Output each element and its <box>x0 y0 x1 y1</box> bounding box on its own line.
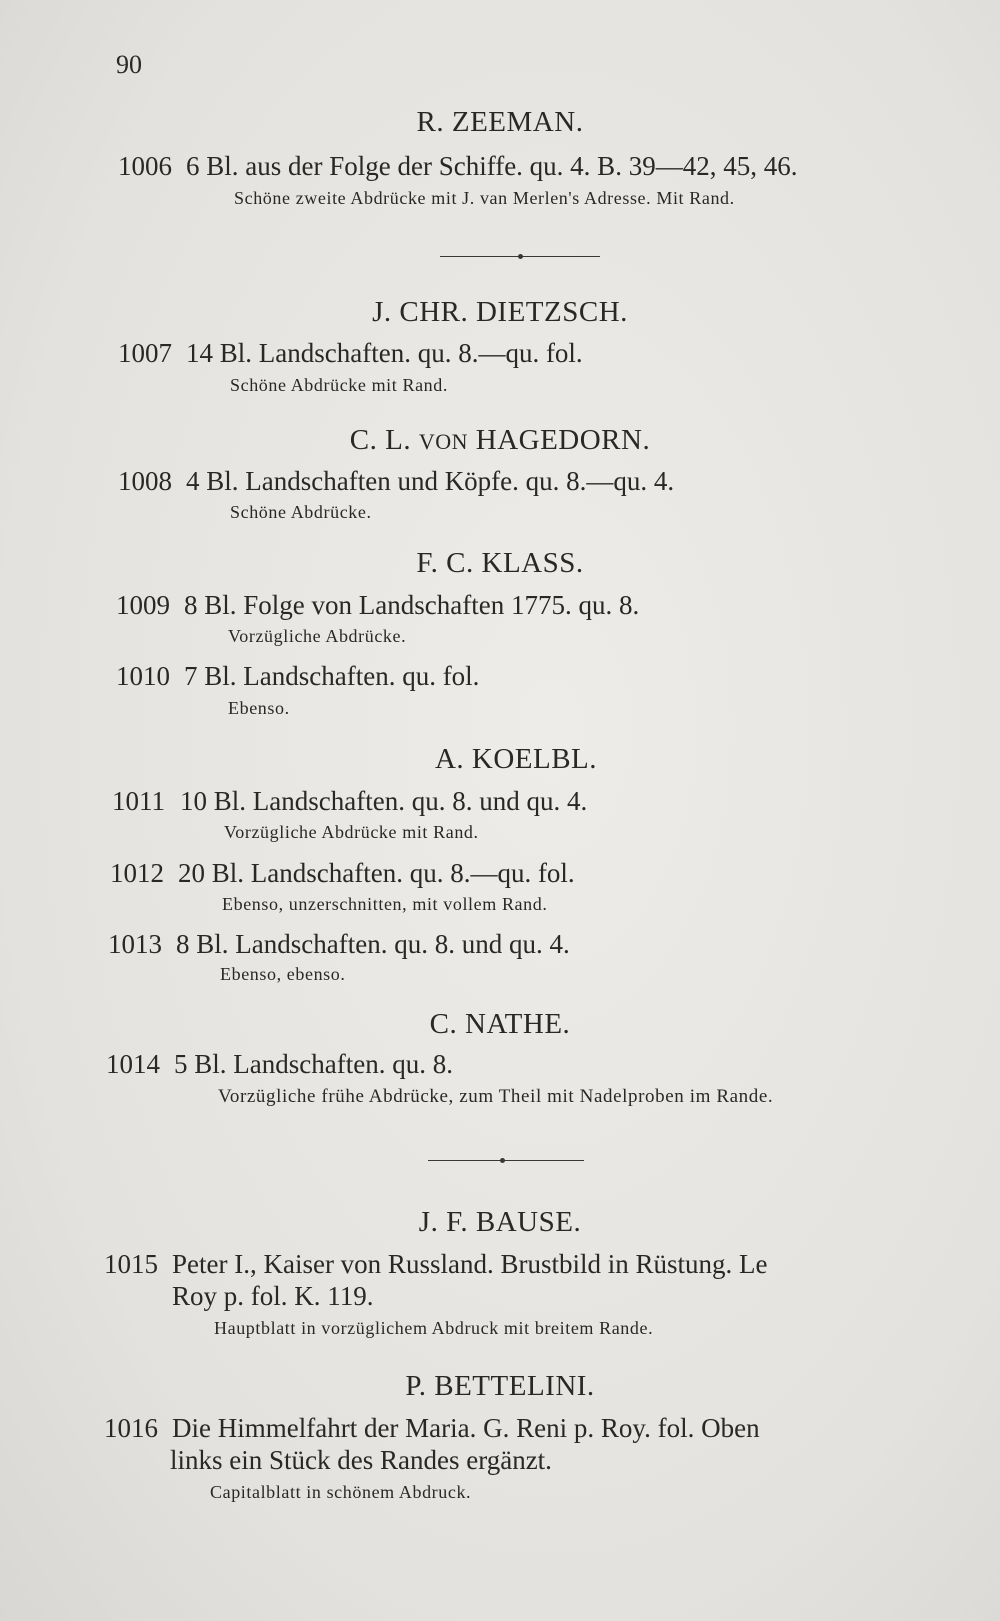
entry-1006 <box>118 150 797 183</box>
entry-note-1008: Schöne Abdrücke. <box>230 502 372 522</box>
lot-description: 7 Bl. Landschaften. qu. fol. <box>184 661 480 691</box>
lot-number: 1007 <box>118 338 172 368</box>
lot-number: 1008 <box>118 466 172 496</box>
entry-1012 <box>110 857 575 890</box>
entry-note-1007: Schöne Abdrücke mit Rand. <box>230 375 448 395</box>
entry-1009 <box>116 589 639 622</box>
page-number: 90 <box>116 50 142 79</box>
lot-description: 14 Bl. Landschaften. qu. 8.—qu. fol. <box>186 338 583 368</box>
lot-number: 1012 <box>110 858 164 888</box>
lot-description: 6 Bl. aus der Folge der Schiffe. qu. 4. B. 39—42, 45, 46. <box>186 151 798 181</box>
lot-description: 8 Bl. Landschaften. qu. 8. und qu. 4. <box>176 929 570 959</box>
entry-note-1015: Hauptblatt in vorzüglichem Abdruck mit breitem Rande. <box>214 1318 654 1338</box>
lot-number: 1010 <box>116 661 170 691</box>
artist-heading-bettelini: P. BETTELINI. <box>405 1370 595 1402</box>
entry-1015 <box>104 1248 767 1281</box>
artist-surname: HAGEDORN. <box>475 424 651 456</box>
artist-heading-koelbl: A. KOELBL. <box>434 743 598 775</box>
artist-heading-klass: F. C. KLASS. <box>416 547 584 579</box>
entry-1013 <box>108 928 570 961</box>
divider-dot <box>518 254 523 259</box>
entry-1016-continuation: links ein Stück des Randes ergänzt. <box>170 1445 552 1475</box>
entry-1016 <box>104 1412 760 1445</box>
artist-particle: VON <box>418 429 468 454</box>
lot-number: 1015 <box>104 1249 158 1279</box>
lot-description: Die Himmelfahrt der Maria. G. Reni p. Roy. fol. Oben <box>172 1413 760 1443</box>
entry-1007 <box>118 337 583 370</box>
lot-number: 1016 <box>104 1413 158 1443</box>
divider-dot <box>500 1158 505 1163</box>
lot-number: 1013 <box>108 929 162 959</box>
section-divider <box>428 1160 584 1161</box>
entry-note-1009: Vorzügliche Abdrücke. <box>228 626 407 646</box>
artist-initials: C. L. <box>349 424 412 456</box>
lot-description: 5 Bl. Landschaften. qu. 8. <box>174 1049 453 1079</box>
entry-1015-continuation: Roy p. fol. K. 119. <box>172 1281 374 1311</box>
lot-description: 10 Bl. Landschaften. qu. 8. und qu. 4. <box>180 786 588 816</box>
artist-heading-bause: J. F. BAUSE. <box>418 1206 582 1238</box>
entry-note-1010: Ebenso. <box>228 698 290 718</box>
lot-number: 1006 <box>118 151 172 181</box>
lot-number: 1014 <box>106 1049 160 1079</box>
entry-note-1012: Ebenso, unzerschnitten, mit vollem Rand. <box>222 894 548 914</box>
lot-number: 1011 <box>112 786 165 816</box>
entry-1011 <box>112 785 587 818</box>
lot-description: Peter I., Kaiser von Russland. Brustbild in Rüstung. Le <box>172 1249 768 1279</box>
artist-heading-hagedorn <box>0 424 1000 457</box>
entry-1014 <box>106 1048 453 1081</box>
entry-1010 <box>116 660 479 693</box>
lot-description: 20 Bl. Landschaften. qu. 8.—qu. fol. <box>178 858 575 888</box>
artist-heading-nathe: C. NATHE. <box>429 1008 571 1040</box>
entry-note-1014: Vorzügliche frühe Abdrücke, zum Theil mit Nadelproben im Rande. <box>218 1086 774 1107</box>
lot-description: 4 Bl. Landschaften und Köpfe. qu. 8.—qu. 4. <box>186 466 675 496</box>
lot-description: 8 Bl. Folge von Landschaften 1775. qu. 8. <box>184 590 640 620</box>
entry-note-1006: Schöne zweite Abdrücke mit J. van Merlen's Adresse. Mit Rand. <box>234 188 735 208</box>
entry-note-1011: Vorzügliche Abdrücke mit Rand. <box>224 822 479 842</box>
entry-note-1016: Capitalblatt in schönem Abdruck. <box>210 1482 472 1502</box>
artist-heading-dietzsch: J. CHR. DIETZSCH. <box>372 296 628 328</box>
entry-note-1013: Ebenso, ebenso. <box>220 964 346 984</box>
lot-number: 1009 <box>116 590 170 620</box>
entry-1008 <box>118 465 674 498</box>
artist-heading-zeeman: R. ZEEMAN. <box>416 106 584 138</box>
